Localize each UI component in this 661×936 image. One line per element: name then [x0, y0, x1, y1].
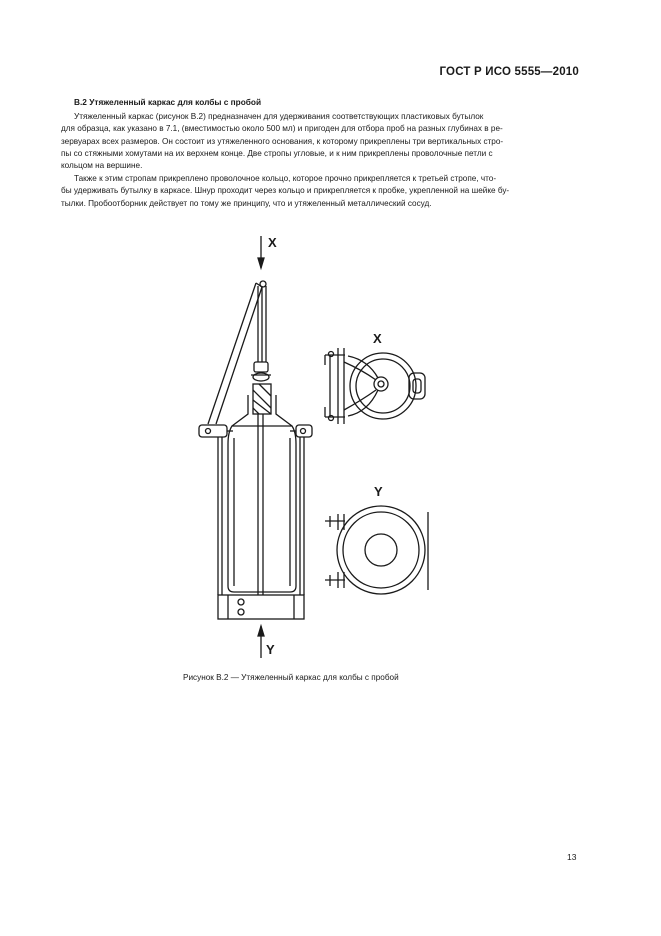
paragraph-2-line: тылки. Пробоотборник действует по тому же принципу, что и утяжеленный металлический сосуд.	[61, 198, 432, 208]
figure-caption: Рисунок B.2 — Утяжеленный каркас для колбы с пробой	[183, 673, 399, 682]
view-x-label: X	[268, 235, 277, 250]
page-number: 13	[567, 852, 577, 862]
standard-header: ГОСТ Р ИСО 5555—2010	[439, 66, 579, 78]
paragraph-1-line: Утяжеленный каркас (рисунок B.2) предназначен для удерживания соответствующих пластиковых бутылок	[74, 112, 484, 121]
paragraph-1	[61, 111, 581, 172]
paragraph-1-line: для образца, как указано в 7.1, (вместимостью около 500 мл) и пригоден для отбора проб на разных глубинах в ре-	[61, 124, 503, 134]
paragraph-1-line: кольцом на вершине.	[61, 161, 143, 171]
detail-x-label: X	[373, 331, 382, 346]
paragraph-2	[61, 173, 581, 210]
paragraph-1-line: пы со стяжными хомутами на их верхнем конце. Две стропы угловые, и к ним прикреплены проволочные петли с	[61, 148, 493, 158]
weighted-frame-drawing	[175, 228, 475, 660]
view-y-label: Y	[266, 642, 275, 657]
paragraph-1-line: зервуарах всех размеров. Он состоит из утяжеленного основания, к которому прикреплены три вертикальных стро-	[61, 136, 504, 146]
section-title: B.2 Утяжеленный каркас для колбы с пробой	[74, 97, 262, 107]
detail-y-label: Y	[374, 484, 383, 499]
paragraph-2-line: бы удерживать бутылку в каркасе. Шнур проходит через кольцо и прикрепляется к пробке, укрепленной на шейке бу-	[61, 186, 510, 196]
paragraph-2-line: Также к этим стропам прикреплено проволочное кольцо, которое прочно прикрепляется к третьей стропе, что-	[74, 174, 497, 183]
